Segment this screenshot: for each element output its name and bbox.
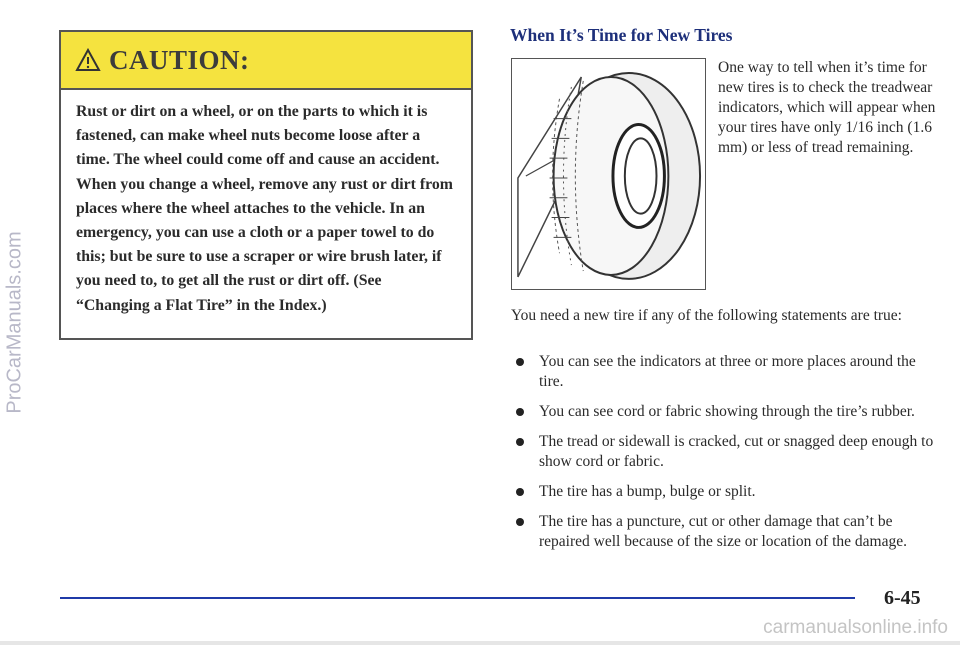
intro-paragraph: You need a new tire if any of the following statements are true: bbox=[511, 307, 902, 324]
caution-body: Rust or dirt on a wheel, or on the parts to which it is fastened, can make wheel nuts become loose after a time. The wheel could come off and cause an accident. When you change a wheel, remove any rust or dirt from places where the wheel attaches to the vehicle. In an emergency, you can use a cloth or a paper towel to do this; but be sure to use a scraper or wire brush later, if you need to, to get all the rust or dirt off. (See “Changing a Flat Tire” in the Index.) bbox=[76, 103, 453, 314]
side-watermark-text: ProCarManuals.com bbox=[3, 231, 26, 414]
list-item: The tire has a bump, bulge or split. bbox=[514, 482, 934, 502]
list-item: You can see cord or fabric showing through the tire’s rubber. bbox=[514, 402, 934, 422]
list-item: The tire has a puncture, cut or other damage that can’t be repaired well because of the size or location of the damage. bbox=[514, 512, 934, 552]
side-watermark bbox=[0, 0, 30, 645]
bottom-watermark: carmanualsonline.info bbox=[763, 617, 948, 638]
footer-rule bbox=[60, 597, 855, 599]
caution-title: CAUTION: bbox=[109, 44, 250, 75]
list-item: You can see the indicators at three or more places around the tire. bbox=[514, 352, 934, 392]
caution-header bbox=[61, 32, 471, 90]
bullet-list bbox=[514, 352, 934, 562]
caution-box bbox=[59, 30, 473, 340]
list-item: The tread or sidewall is cracked, cut or snagged deep enough to show cord or fabric. bbox=[514, 432, 934, 472]
page-number: 6-45 bbox=[884, 587, 921, 609]
tire-figure bbox=[511, 58, 706, 290]
page-bottom-edge bbox=[0, 641, 960, 645]
warning-triangle-icon bbox=[75, 48, 101, 72]
section-heading: When It’s Time for New Tires bbox=[510, 25, 733, 45]
tire-illustration bbox=[512, 59, 705, 289]
tire-caption: One way to tell when it’s time for new tires is to check the treadwear indicators, which will appear when your tires have only 1/16 inch (1.6 mm) or less of tread remaining. bbox=[718, 59, 936, 156]
